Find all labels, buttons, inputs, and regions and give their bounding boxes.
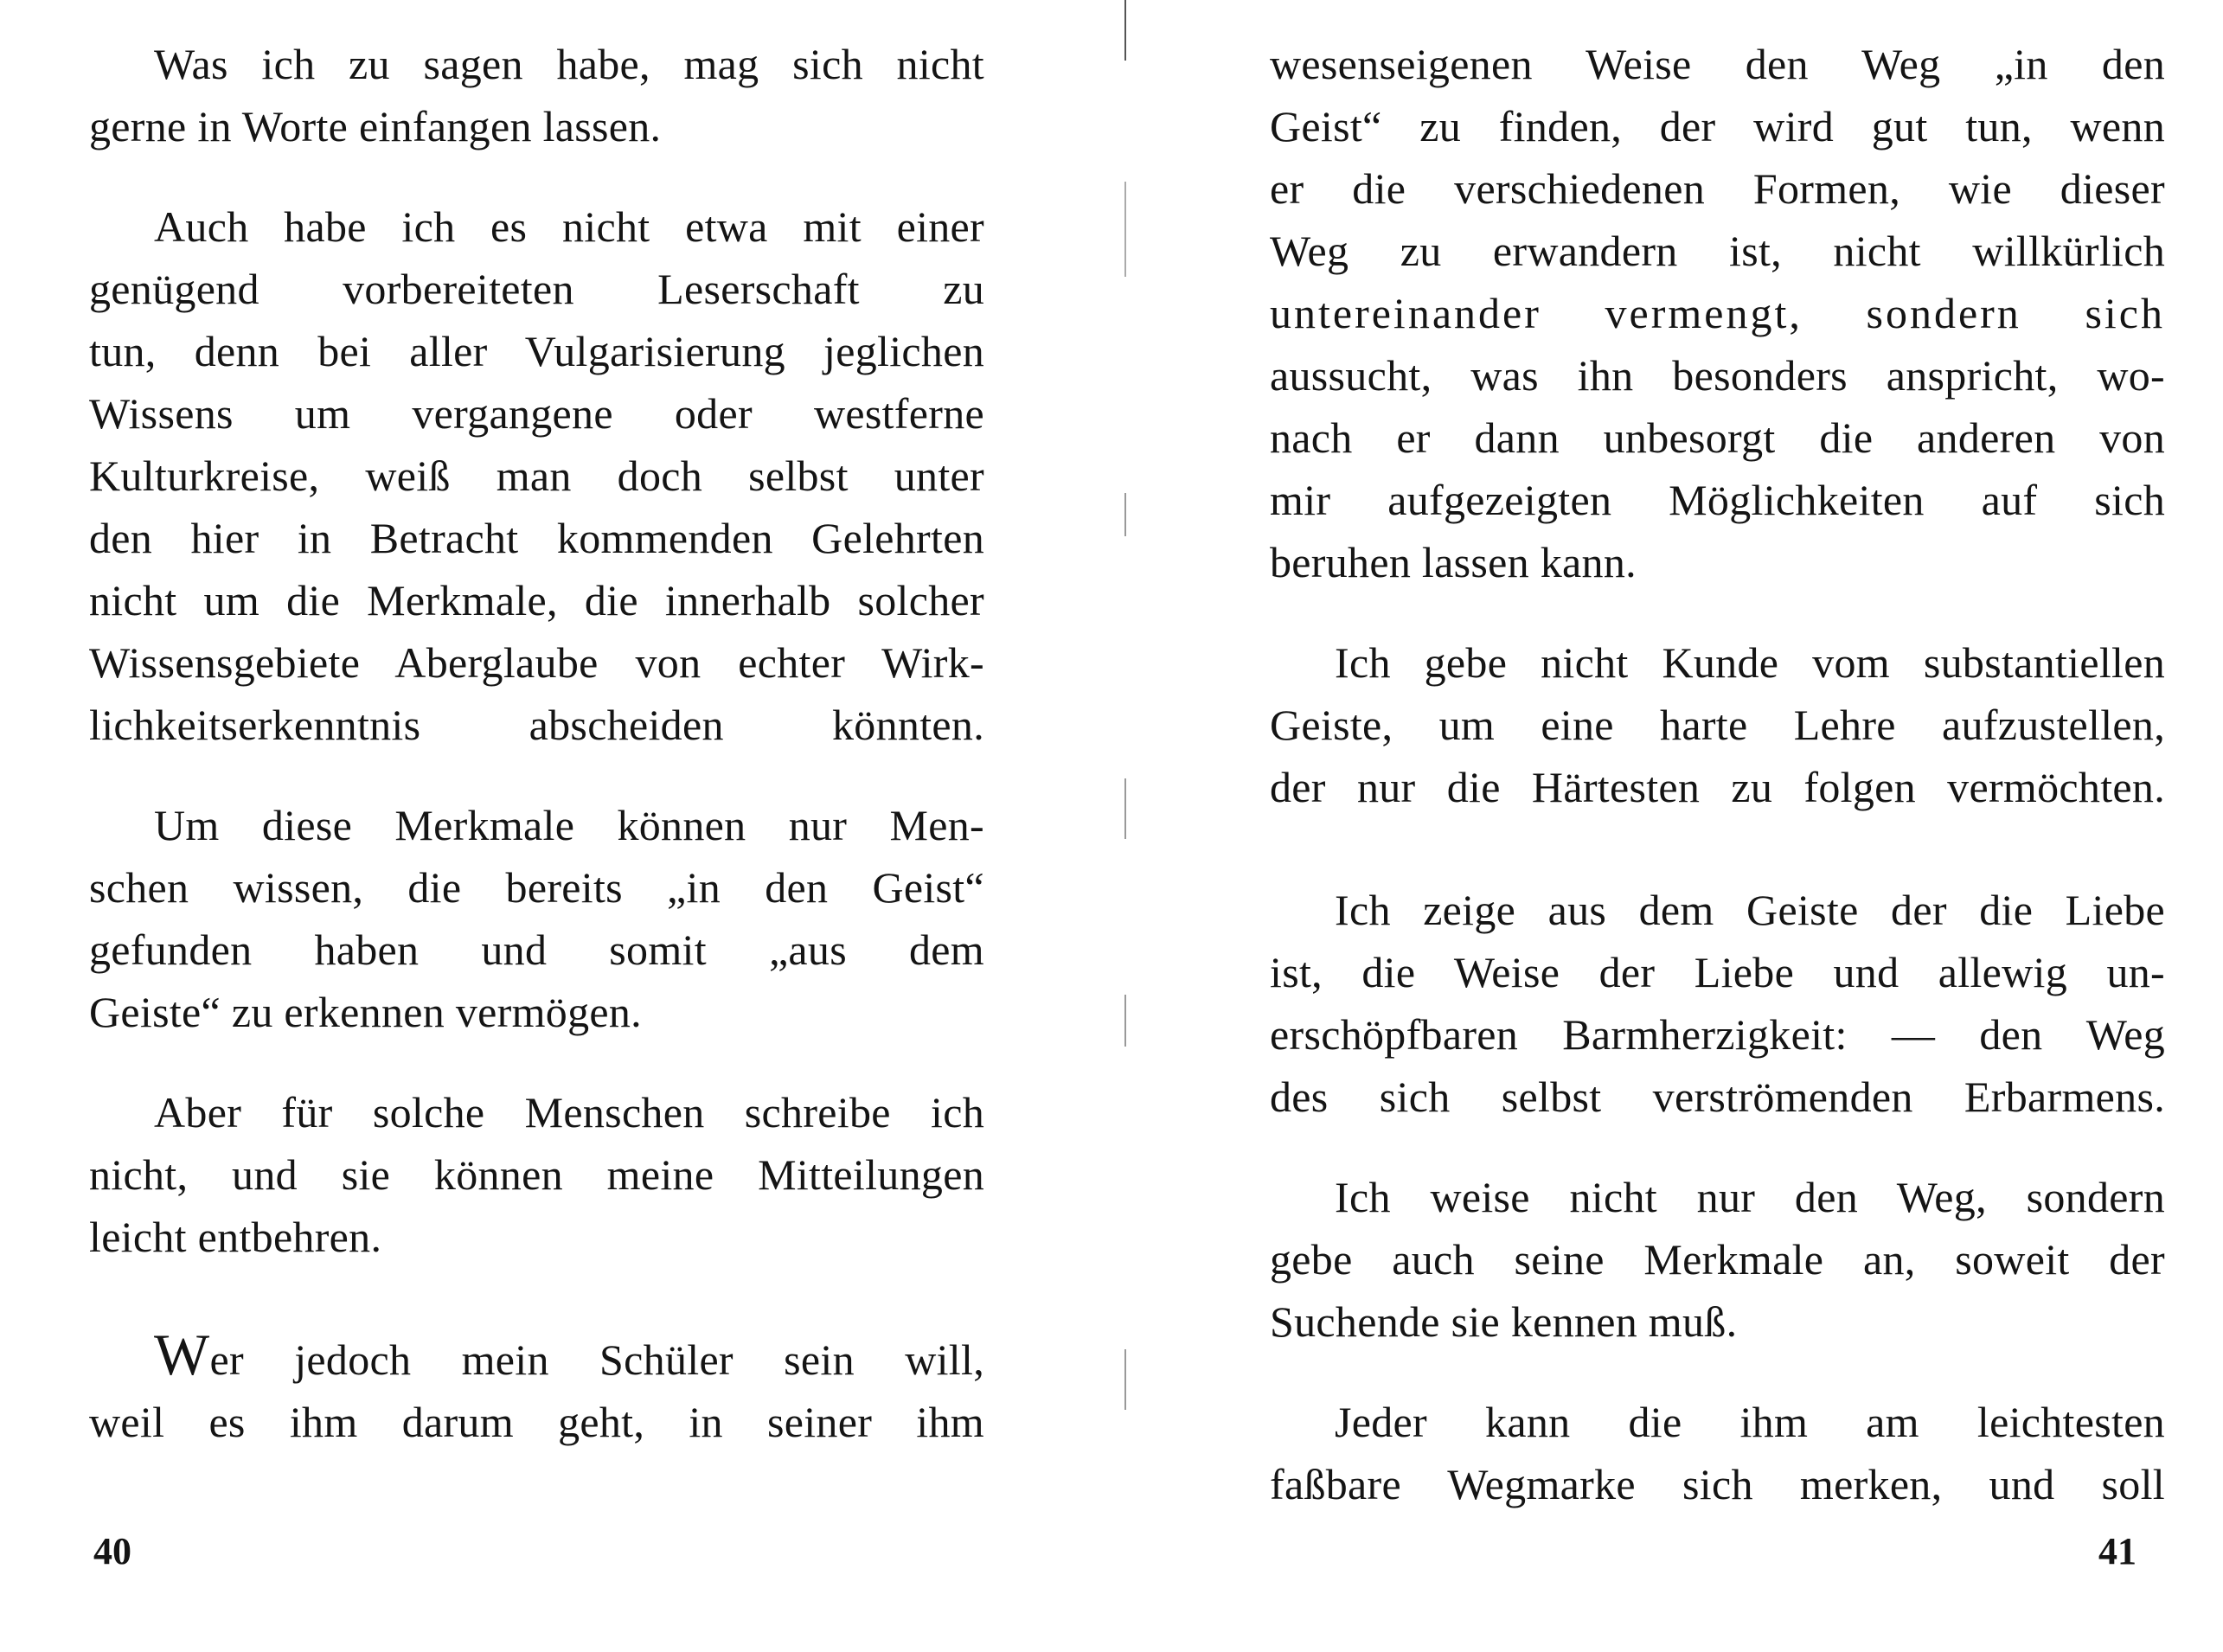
paragraph (89, 1081, 984, 1268)
text-line: wesenseigenen Weise den Weg „in den (1270, 40, 2165, 88)
paragraph (1270, 631, 2165, 818)
text-line: tun, denn bei aller Vulgarisierung jeglichen (89, 327, 984, 375)
paragraph (1270, 879, 2165, 1128)
text-line: Geist“ zu finden, der wird gut tun, wenn (1270, 102, 2165, 150)
text-line: Geiste, um eine harte Lehre aufzustellen, (1270, 701, 2165, 749)
text-line: untereinander vermengt, sondern sich (1270, 289, 2165, 337)
paragraph (1270, 1391, 2165, 1515)
text-line: schen wissen, die bereits „in den Geist“ (89, 863, 984, 912)
paragraph (89, 794, 984, 1043)
text-line: Weg zu erwandern ist, nicht willkürlich (1270, 227, 2165, 275)
text-line: des sich selbst verströmenden Erbarmens. (1270, 1073, 2165, 1121)
paragraph (89, 1322, 984, 1453)
text-line: Ich zeige aus dem Geiste der die Liebe (1335, 886, 2165, 934)
text-line: Ich weise nicht nur den Weg, sondern (1335, 1173, 2165, 1221)
drop-cap: W (154, 1322, 210, 1387)
text-line: Ich gebe nicht Kunde vom substantiellen (1335, 638, 2165, 687)
text-line: beruhen lassen kann. (1270, 538, 1637, 586)
text-line: Um diese Merkmale können nur Men- (154, 801, 984, 849)
text-line-rest: er jedoch mein Schüler sein will, (209, 1335, 984, 1384)
text-line: nicht um die Merkmale, die innerhalb solcher (89, 576, 984, 624)
text-line: Wissens um vergangene oder westferne (89, 389, 984, 438)
text-line: mir aufgezeigten Möglichkeiten auf sich (1270, 476, 2165, 524)
text-line: ist, die Weise der Liebe und allewig un- (1270, 948, 2165, 996)
text-line: gebe auch seine Merkmale an, soweit der (1270, 1235, 2165, 1284)
text-line: aussucht, was ihn besonders anspricht, wo- (1270, 351, 2165, 400)
text-line: der nur die Härtesten zu folgen vermöchten. (1270, 763, 2165, 811)
page-number: 41 (2098, 1530, 2137, 1572)
text-line: lichkeitserkenntnis abscheiden könnten. (89, 701, 984, 749)
text-line: Was ich zu sagen habe, mag sich nicht (154, 40, 984, 88)
paragraph (89, 195, 984, 756)
paragraph (1270, 1166, 2165, 1353)
text-line: nicht, und sie können meine Mitteilungen (89, 1150, 984, 1199)
right-text-column (1270, 33, 2165, 1553)
text-line: gerne in Worte einfangen lassen. (89, 102, 662, 150)
text-line: gefunden haben und somit „aus dem (89, 925, 984, 974)
text-line: Kulturkreise, weiß man doch selbst unter (89, 451, 984, 500)
paragraph (89, 33, 984, 157)
text-line: Auch habe ich es nicht etwa mit einer (154, 202, 984, 251)
left-text-column (89, 33, 984, 1491)
text-line: faßbare Wegmarke sich merken, und soll (1270, 1460, 2165, 1508)
text-line: genügend vorbereiteten Leserschaft zu (89, 265, 984, 313)
text-line: leicht entbehren. (89, 1213, 382, 1261)
paragraph (1270, 33, 2165, 593)
page-number: 40 (93, 1530, 131, 1572)
text-line: nach er dann unbesorgt die anderen von (1270, 413, 2165, 462)
text-line: erschöpfbaren Barmherzigkeit: — den Weg (1270, 1010, 2165, 1059)
right-page (1112, 0, 2223, 1652)
text-line: Geiste“ zu erkennen vermögen. (89, 988, 642, 1036)
text-line (89, 1322, 984, 1391)
text-line: Aber für solche Menschen schreibe ich (154, 1088, 984, 1137)
text-line: er die verschiedenen Formen, wie dieser (1270, 164, 2165, 213)
text-line: Jeder kann die ihm am leichtesten (1335, 1398, 2165, 1446)
text-line: Wissensgebiete Aberglaube von echter Wirk- (89, 638, 984, 687)
text-line: den hier in Betracht kommenden Gelehrten (89, 514, 984, 562)
text-line: Suchende sie kennen muß. (1270, 1297, 1738, 1346)
text-line: weil es ihm darum geht, in seiner ihm (89, 1398, 984, 1446)
